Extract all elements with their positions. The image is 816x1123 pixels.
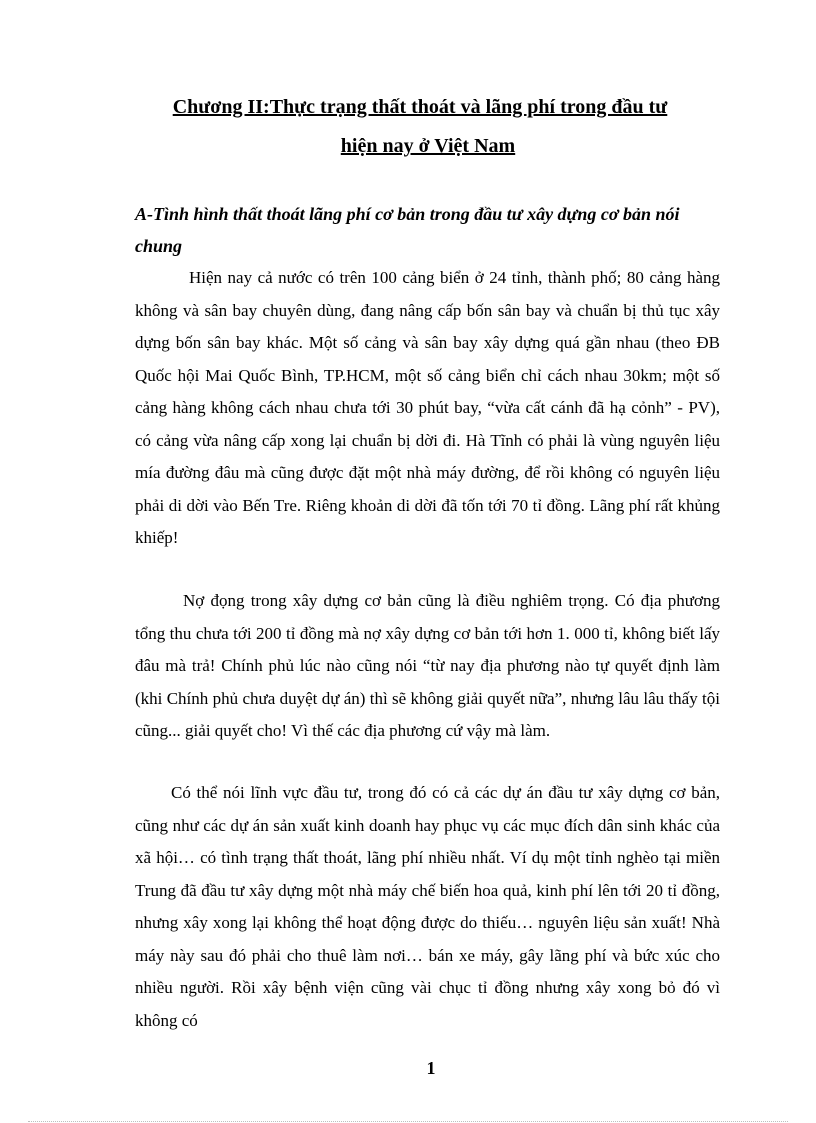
paragraph-2: Nợ đọng trong xây dựng cơ bản cũng là điều nghiêm trọng. Có địa phương tổng thu chưa tới 200 tỉ đồng mà nợ xây dựng cơ bản tới hơn 1. 000 tỉ, không biết lấy đâu mà trả! Chính phủ lúc nào cũng nói “từ nay địa phương nào tự quyết định làm (khi Chính phủ chưa duyệt dự án) thì sẽ không giải quyết nữa”, nhưng lâu lâu thấy tội cũng... giải quyết cho! Vì thế các địa phương cứ vậy mà làm.: [135, 591, 720, 740]
chapter-title-line-2: hiện nay ở Việt Nam: [340, 135, 516, 157]
paragraph-3: Có thể nói lĩnh vực đầu tư, trong đó có cả các dự án đầu tư xây dựng cơ bản, cũng như các dự án sản xuất kinh doanh hay phục vụ các mục đích dân sinh khác của xã hội… có tình trạng thất thoát, lãng phí nhiều nhất. Ví dụ một tỉnh nghèo tại miền Trung đã đầu tư xây dựng một nhà máy chế biến hoa quả, kinh phí lên tới 20 tỉ đồng, nhưng xây xong lại không thể hoạt động được do thiếu… nguyên liệu sản xuất! Nhà máy này sau đó phải cho thuê làm nơi… bán xe máy, gây lãng phí và bức xúc cho nhiều người. Rồi xây bệnh viện cũng vài chục tỉ đồng nhưng xây xong bỏ đó vì không có: [135, 783, 720, 1030]
section-heading: A-Tình hình thất thoát lãng phí cơ bản trong đầu tư xây dựng cơ bản nói chung: [135, 204, 680, 256]
chapter-title-line-1: Chương II:Thực trạng thất thoát và lãng phí trong đầu tư: [172, 96, 668, 118]
page-number: 1: [426, 1058, 436, 1078]
paragraph-1: Hiện nay cả nước có trên 100 cảng biển ở 24 tỉnh, thành phố; 80 cảng hàng không và sân bay chuyên dùng, đang nâng cấp bốn sân bay và chuẩn bị thủ tục xây dựng bốn sân bay khác. Một số cảng và sân bay xây dựng quá gần nhau (theo ĐB Quốc hội Mai Quốc Bình, TP.HCM, một số cảng biển chỉ cách nhau 30km; một số cảng hàng không cách nhau chưa tới 30 phút bay, “vừa cất cánh đã hạ cỏnh” - PV), có cảng vừa nâng cấp xong lại chuẩn bị dời đi. Hà Tĩnh có phải là vùng nguyên liệu mía đường đâu mà cũng được đặt một nhà máy đường, để rồi không có nguyên liệu phải di dời vào Bến Tre. Riêng khoản di dời đã tốn tới 70 tỉ đồng. Lãng phí rất khủng khiếp!: [135, 268, 720, 547]
footer-divider: [28, 1121, 788, 1122]
